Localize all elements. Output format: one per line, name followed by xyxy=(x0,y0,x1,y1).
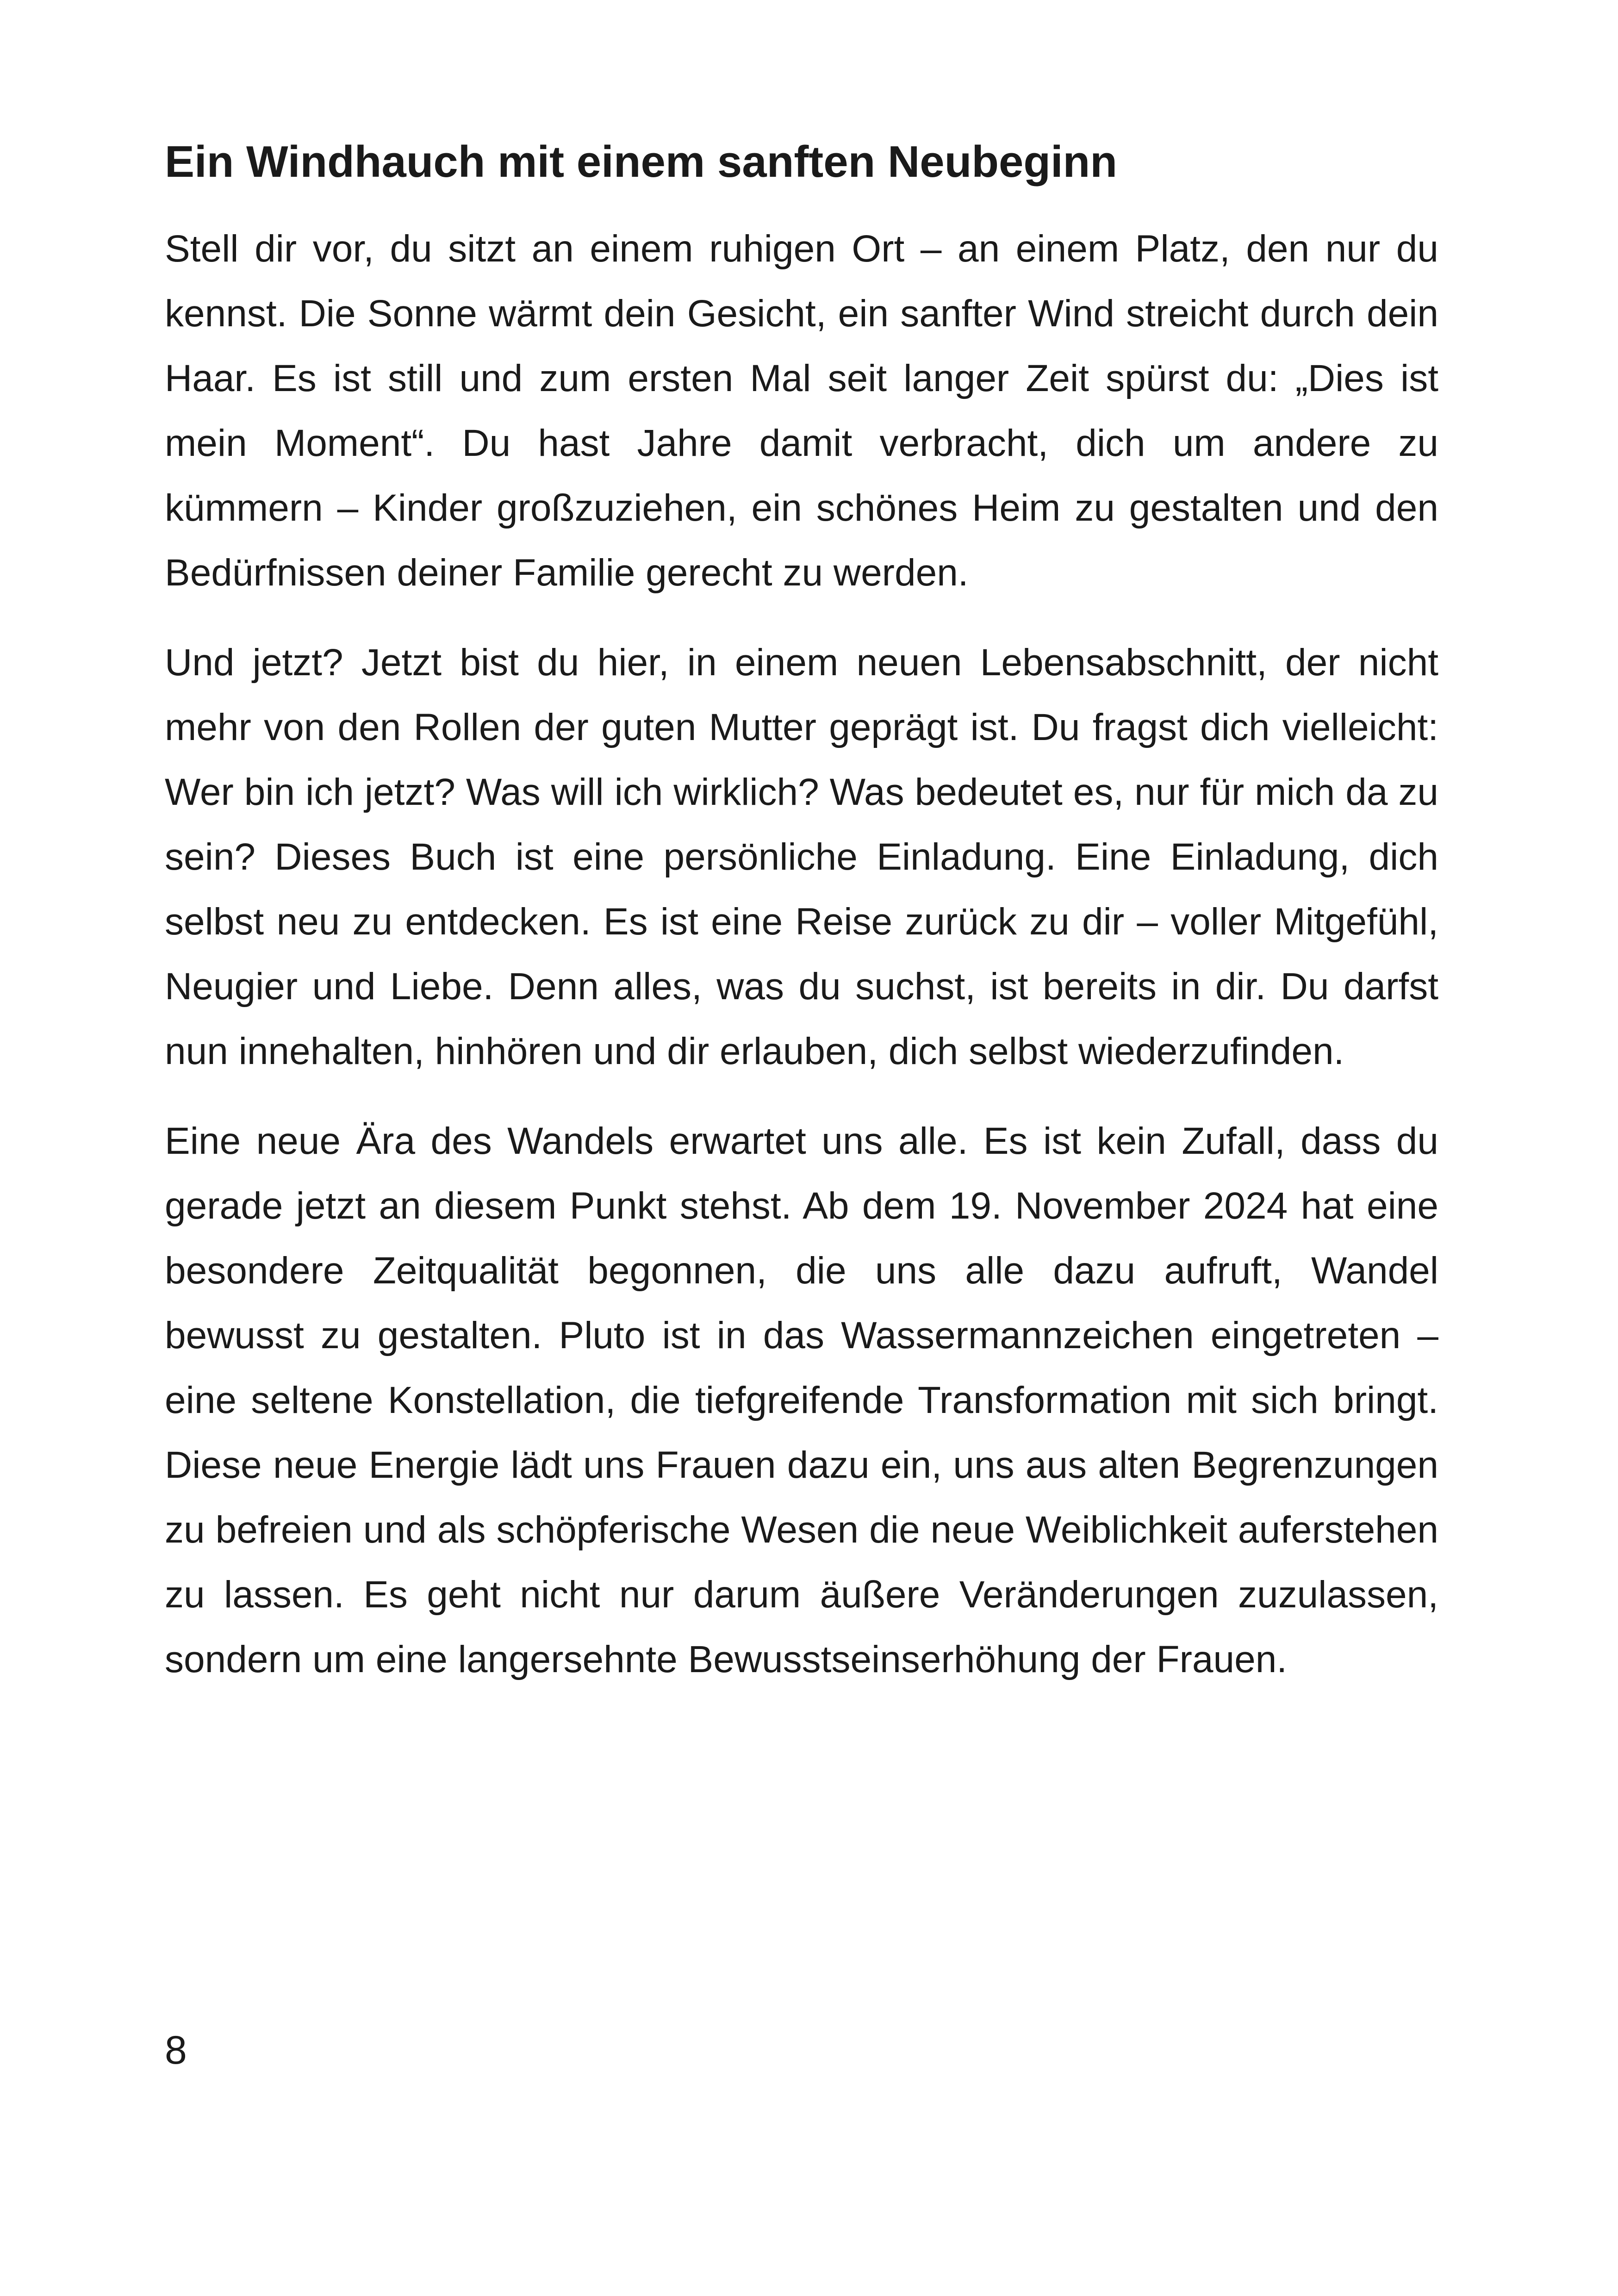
paragraph-2: Und jetzt? Jetzt bist du hier, in einem neuen Lebensabschnitt, der nicht mehr von den Rollen der guten Mutter geprägt ist. Du fragst dich vielleicht: Wer bin ich jetzt? Was will ich wirklich? Was bedeutet es, nur für mich da zu sein? Dieses Buch ist eine persönliche Einladung. Eine Einladung, dich selbst neu zu entdecken. Es ist eine Reise zurück zu dir – voller Mitgefühl, Neugier und Liebe. Denn alles, was du suchst, ist bereits in dir. Du darfst nun innehalten, hinhören und dir erlauben, dich selbst wiederzufinden. xyxy=(165,641,1438,1072)
paragraph-3: Eine neue Ära des Wandels erwartet uns alle. Es ist kein Zufall, dass du gerade jetzt an diesem Punkt stehst. Ab dem 19. November 2024 hat eine besondere Zeitqualität begonnen, die uns alle dazu aufruft, Wandel bewusst zu gestalten. Pluto ist in das Wassermannzeichen eingetreten – eine seltene Konstellation, die tiefgreifende Transformation mit sich bringt. Diese neue Energie lädt uns Frauen dazu ein, uns aus alten Begrenzungen zu befreien und als schöpferische Wesen die neue Weiblichkeit auferstehen zu lassen. Es geht nicht nur darum äußere Veränderungen zuzulassen, sondern um eine langersehnte Bewusstseinserhöhung der Frauen. xyxy=(165,1120,1438,1680)
paragraph-1: Stell dir vor, du sitzt an einem ruhigen Ort – an einem Platz, den nur du kennst. Die Sonne wärmt dein Gesicht, ein sanfter Wind streicht durch dein Haar. Es ist still und zum ersten Mal seit langer Zeit spürst du: „Dies ist mein Moment“. Du hast Jahre damit verbracht, dich um andere zu kümmern – Kinder großzuziehen, ein schönes Heim zu gestalten und den Bedürfnissen deiner Familie gerecht zu werden. xyxy=(165,228,1438,594)
page-content xyxy=(165,125,1438,1717)
chapter-heading: Ein Windhauch mit einem sanften Neubeginn xyxy=(165,137,1117,187)
page-number: 8 xyxy=(165,2028,187,2072)
